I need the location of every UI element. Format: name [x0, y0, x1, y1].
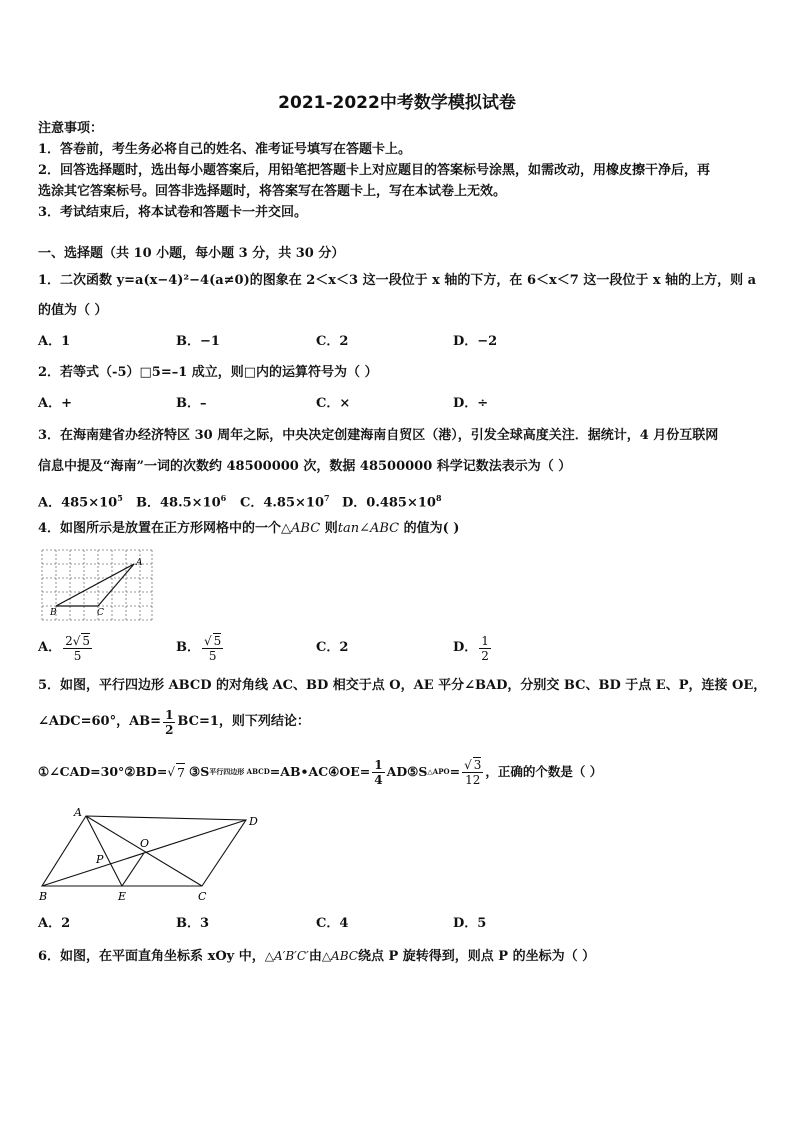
q4-label-a: A — [136, 558, 143, 568]
q2-option-b: B．– — [176, 396, 207, 411]
q1-option-b: B．−1 — [176, 334, 220, 349]
q5-stem-line2: ∠ADC=60°，AB= $\frac{1}{2}$ BC=1，则下列结论： — [38, 707, 310, 737]
q5-label-b: B — [39, 890, 48, 903]
q4-option-c: C．2 — [316, 640, 349, 655]
q5-option-a: A．2 — [38, 916, 71, 931]
q1-stem-line2: 的值为（ ） — [38, 303, 108, 318]
q4-option-d: D． $\frac{1}{2}$ — [453, 633, 489, 663]
q4-label-b: B — [50, 608, 57, 618]
q5-label-e: E — [118, 890, 127, 903]
q5-label-o: O — [140, 837, 150, 850]
q5-label-a: A — [74, 806, 82, 819]
notice-item-1: 1．答卷前，考生务必将自己的姓名、准考证号填写在答题卡上。 — [38, 142, 412, 157]
q3-option-c: C．$4.85\times 10^7$ — [240, 493, 330, 511]
q5-parallelogram-figure — [36, 804, 266, 906]
q4-option-a: A． $\frac{2√ 5}{5}$ — [38, 634, 91, 663]
q5-option-d: D．5 — [453, 916, 487, 931]
q4-grid-figure — [40, 548, 155, 622]
q3-option-a: A．$485\times 10^5$ — [38, 493, 123, 511]
q3-stem-line2: 信息中提及“海南”一词的次数约 48500000 次，数据 48500000 科学记数法表示为（ ） — [38, 459, 572, 474]
q5-option-c: C．4 — [316, 916, 349, 931]
q5-label-c: C — [198, 890, 207, 903]
q1-stem-line1: 1．二次函数 y=a(x−4)²−4(a≠0)的图象在 2＜x＜3 这一段位于 x 轴的下方，在 6＜x＜7 这一段位于 x 轴的上方，则 a — [38, 273, 757, 288]
q4-stem: 4．如图所示是放置在正方形网格中的一个△ABC 则tan∠ABC 的值为( ) — [38, 521, 460, 536]
notice-item-2b: 选涂其它答案标号。回答非选择题时，将答案写在答题卡上，写在本试卷上无效。 — [38, 184, 507, 199]
section-heading: 一、选择题（共 10 小题，每小题 3 分，共 30 分） — [38, 246, 345, 261]
q3-option-d: D．$0.485\times 10^8$ — [342, 493, 442, 511]
notice-heading: 注意事项： — [38, 121, 104, 136]
q3-option-b: B．$48.5\times 10^6$ — [136, 493, 227, 511]
q1-option-a: A．1 — [38, 334, 71, 349]
q5-conclusions: ①∠CAD=30°②BD= √ 7 ③S 平行四边形 ABCD =AB•AC④OE= $\frac{1}{4}$ AD⑤S △APO = $\frac{√ 3}{12}$ ，正确的个数是（ ） — [38, 757, 603, 787]
q4-option-b: B． $\frac{√ 5}{5}$ — [176, 634, 222, 663]
notice-item-2a: 2．回答选择题时，选出每小题答案后，用铅笔把答题卡上对应题目的答案标号涂黑，如需改动，用橡皮擦干净后，再 — [38, 163, 711, 178]
q5-label-p: P — [96, 853, 104, 866]
q5-option-b: B．3 — [176, 916, 210, 931]
q2-option-a: A．+ — [38, 396, 72, 411]
q5-label-d: D — [249, 815, 258, 828]
q2-option-c: C．× — [316, 396, 351, 411]
q1-option-d: D．−2 — [453, 334, 498, 349]
q2-stem: 2．若等式（-5）□5=–1 成立，则□内的运算符号为（ ） — [38, 365, 378, 380]
q6-stem: 6．如图，在平面直角坐标系 xOy 中，△A′B′C′由△ABC绕点 P 旋转得到，则点 P 的坐标为（ ） — [38, 949, 596, 964]
q1-option-c: C．2 — [316, 334, 349, 349]
q5-stem-line1: 5．如图，平行四边形 ABCD 的对角线 AC、BD 相交于点 O，AE 平分∠BAD，分别交 BC、BD 于点 E、P，连接 OE， — [38, 678, 767, 693]
q4-label-c: C — [97, 608, 104, 618]
notice-item-3: 3．考试结束后，将本试卷和答题卡一并交回。 — [38, 205, 308, 220]
page-title: 2021-2022中考数学模拟试卷 — [278, 93, 516, 113]
q2-option-d: D．÷ — [453, 396, 489, 411]
q3-stem-line1: 3．在海南建省办经济特区 30 周年之际，中央决定创建海南自贸区（港），引发全球高度关注．据统计，4 月份互联网 — [38, 428, 719, 443]
